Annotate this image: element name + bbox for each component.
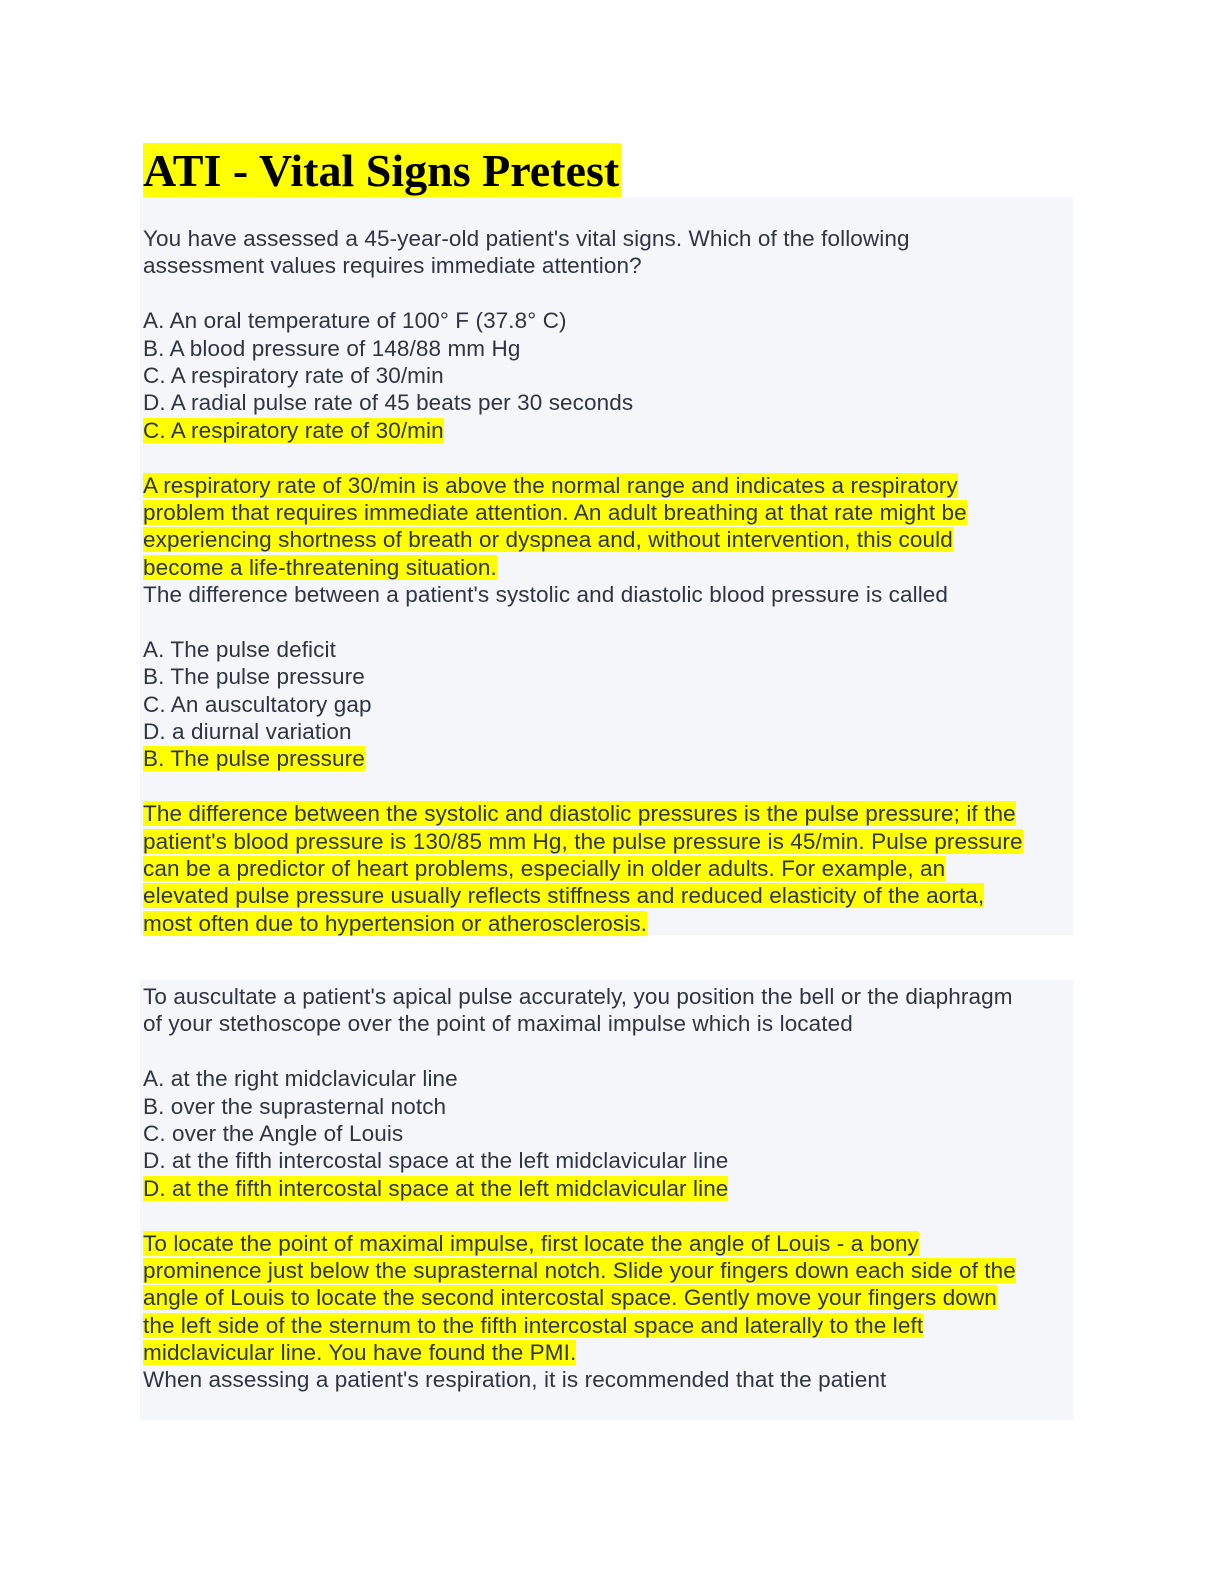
answer-option-b: B. A blood pressure of 148/88 mm Hg <box>143 335 521 361</box>
explanation-line: patient's blood pressure is 130/85 mm Hg, the pulse pressure is 45/min. Pulse pressure <box>143 828 1023 854</box>
questions-block-2 <box>143 983 1073 1394</box>
question-text-line: To auscultate a patient's apical pulse accurately, you position the bell or the diaphragm <box>143 984 1013 1009</box>
question-4 <box>143 1366 1073 1393</box>
explanation-line: A respiratory rate of 30/min is above the normal range and indicates a respiratory <box>143 472 958 498</box>
answer-option-b: B. The pulse pressure <box>143 664 365 690</box>
explanation-line: elevated pulse pressure usually reflects stiffness and reduced elasticity of the aorta, <box>143 883 985 909</box>
explanation-line: prominence just below the suprasternal notch. Slide your fingers down each side of the <box>143 1257 1016 1283</box>
answer-option-c: C. An auscultatory gap <box>143 691 372 717</box>
answer-option-c: C. over the Angle of Louis <box>143 1120 404 1146</box>
explanation-line: angle of Louis to locate the second intercostal space. Gently move your fingers down <box>143 1285 997 1311</box>
answer-option-c: C. A respiratory rate of 30/min <box>143 362 444 388</box>
correct-answer: B. The pulse pressure <box>143 746 365 772</box>
question-text-line: of your stethoscope over the point of maximal impulse which is located <box>143 1011 853 1037</box>
correct-answer: C. A respiratory rate of 30/min <box>143 417 444 443</box>
question-2 <box>143 581 1073 937</box>
questions-block-1 <box>143 225 1073 937</box>
explanation-line: can be a predictor of heart problems, especially in older adults. For example, an <box>143 855 946 881</box>
answer-option-d: D. A radial pulse rate of 45 beats per 30 seconds <box>143 390 634 416</box>
answer-option-a: A. at the right midclavicular line <box>143 1066 458 1092</box>
question-3 <box>143 983 1073 1366</box>
question-text-line: You have assessed a 45-year-old patient's vital signs. Which of the following <box>143 226 910 251</box>
question-text-line: When assessing a patient's respiration, it is recommended that the patient <box>143 1367 887 1393</box>
correct-answer: D. at the fifth intercostal space at the left midclavicular line <box>143 1175 729 1201</box>
answer-option-b: B. over the suprasternal notch <box>143 1093 447 1119</box>
document-title: ATI - Vital Signs Pretest <box>143 143 621 199</box>
explanation-line: To locate the point of maximal impulse, first locate the angle of Louis - a bony <box>143 1230 919 1256</box>
explanation-line: problem that requires immediate attention. An adult breathing at that rate might be <box>143 499 967 525</box>
explanation-line: midclavicular line. You have found the PMI. <box>143 1340 577 1366</box>
explanation-line: most often due to hypertension or atherosclerosis. <box>143 910 648 936</box>
question-1 <box>143 225 1073 581</box>
question-text-line: assessment values requires immediate attention? <box>143 253 642 279</box>
explanation-line: the left side of the sternum to the fifth intercostal space and laterally to the left <box>143 1312 924 1338</box>
explanation-line: The difference between the systolic and diastolic pressures is the pulse pressure; if the <box>143 801 1016 827</box>
answer-option-d: D. at the fifth intercostal space at the left midclavicular line <box>143 1148 729 1174</box>
answer-option-a: A. An oral temperature of 100° F (37.8° C) <box>143 308 567 334</box>
explanation-line: experiencing shortness of breath or dyspnea and, without intervention, this could <box>143 527 953 553</box>
answer-option-a: A. The pulse deficit <box>143 636 336 662</box>
question-text-line: The difference between a patient's systolic and diastolic blood pressure is called <box>143 582 949 608</box>
answer-option-d: D. a diurnal variation <box>143 719 352 745</box>
explanation-line: become a life-threatening situation. <box>143 554 497 580</box>
